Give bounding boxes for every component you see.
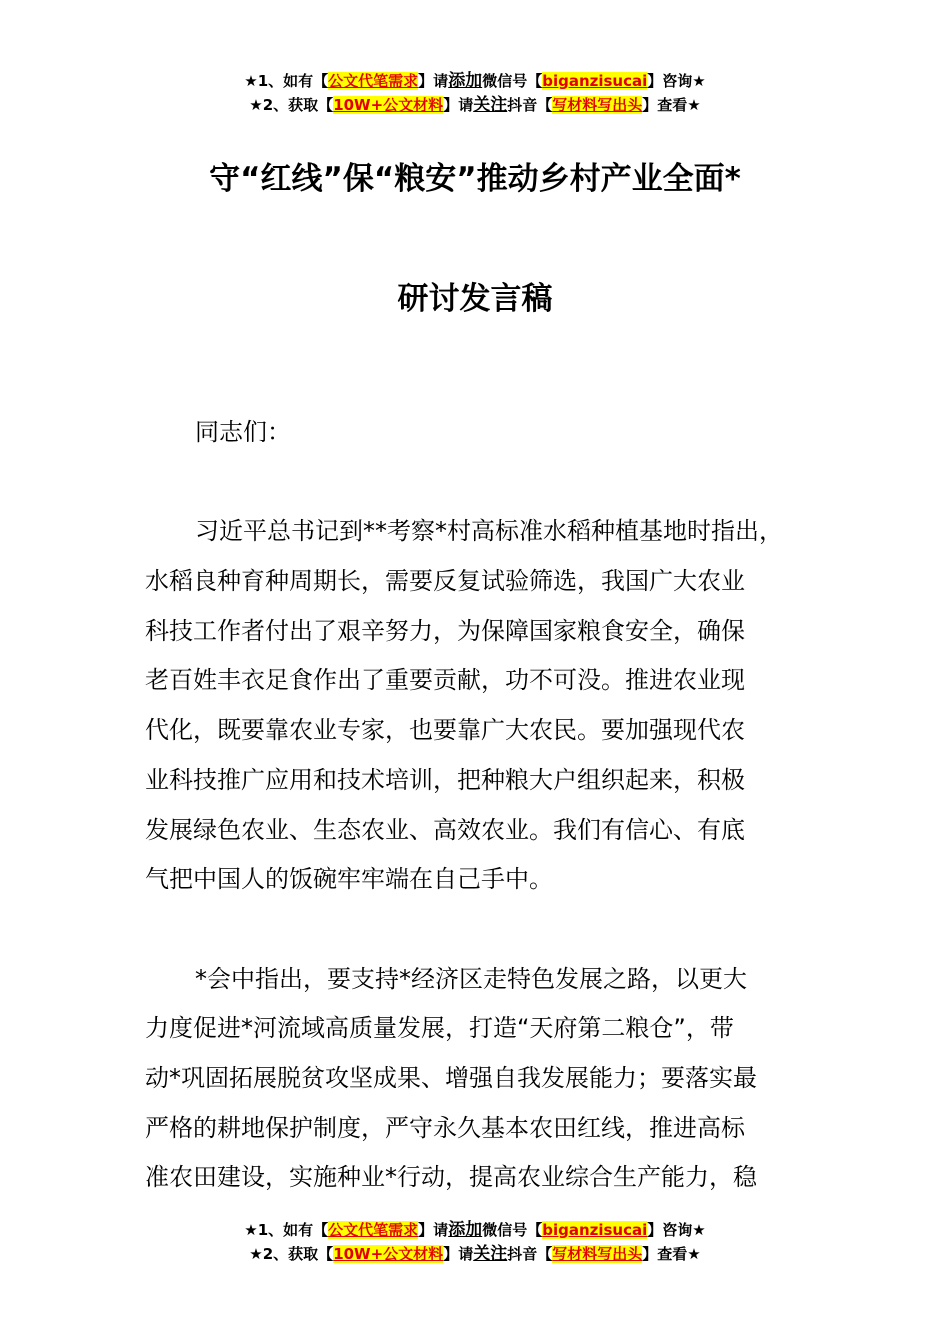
ad-line-1: ★1、如有【公文代笔需求】请添加微信号【biganzisucai】咨询★ xyxy=(244,1220,706,1240)
paragraph-1: 习近平总书记到**考察*村高标准水稻种植基地时指出， 水稻良种育种周期长，需要反复试验筛选，我国广大农业 科技工作者付出了艰辛努力，为保障国家粮食安全，确保 老百姓丰衣足食作出了重要贡献，功不可没。推进农业现 代化，既要靠农业专家，也要靠广大农民。要加强现代农 业科技推广应用和技术培训，把种粮大户组织起来，积极 发展绿色农业、生态农业、高效农业。我们有信心、有底 气把中国人的饭碗牢牢端在自己手中。 xyxy=(145,517,783,894)
ad-banner-top xyxy=(0,69,950,117)
ad-line-2: ★2、获取【10W+公文材料】请关注抖音【写材料写出头】查看★ xyxy=(249,95,701,115)
title-line-1: 守“红线”保“粮安”推动乡村产业全面* xyxy=(209,161,741,197)
ad-line-2: ★2、获取【10W+公文材料】请关注抖音【写材料写出头】查看★ xyxy=(249,1244,701,1264)
ad-banner-bottom xyxy=(0,1218,950,1266)
title-line-2: 研讨发言稿 xyxy=(397,281,553,317)
ad-line-1: ★1、如有【公文代笔需求】请添加微信号【biganzisucai】咨询★ xyxy=(244,71,706,91)
greeting: 同志们： xyxy=(195,418,291,446)
paragraph-2: *会中指出，要支持*经济区走特色发展之路，以更大 力度促进*河流域高质量发展，打造“天府第二粮仓”，带 动*巩固拓展脱贫攻坚成果、增强自我发展能力；要落实最 严格的耕地保护制度，严守永久基本农田红线，推进高标 准农田建设，实施种业*行动，提高农业综合生产能力，稳 xyxy=(145,964,757,1192)
document-body xyxy=(145,408,835,1203)
